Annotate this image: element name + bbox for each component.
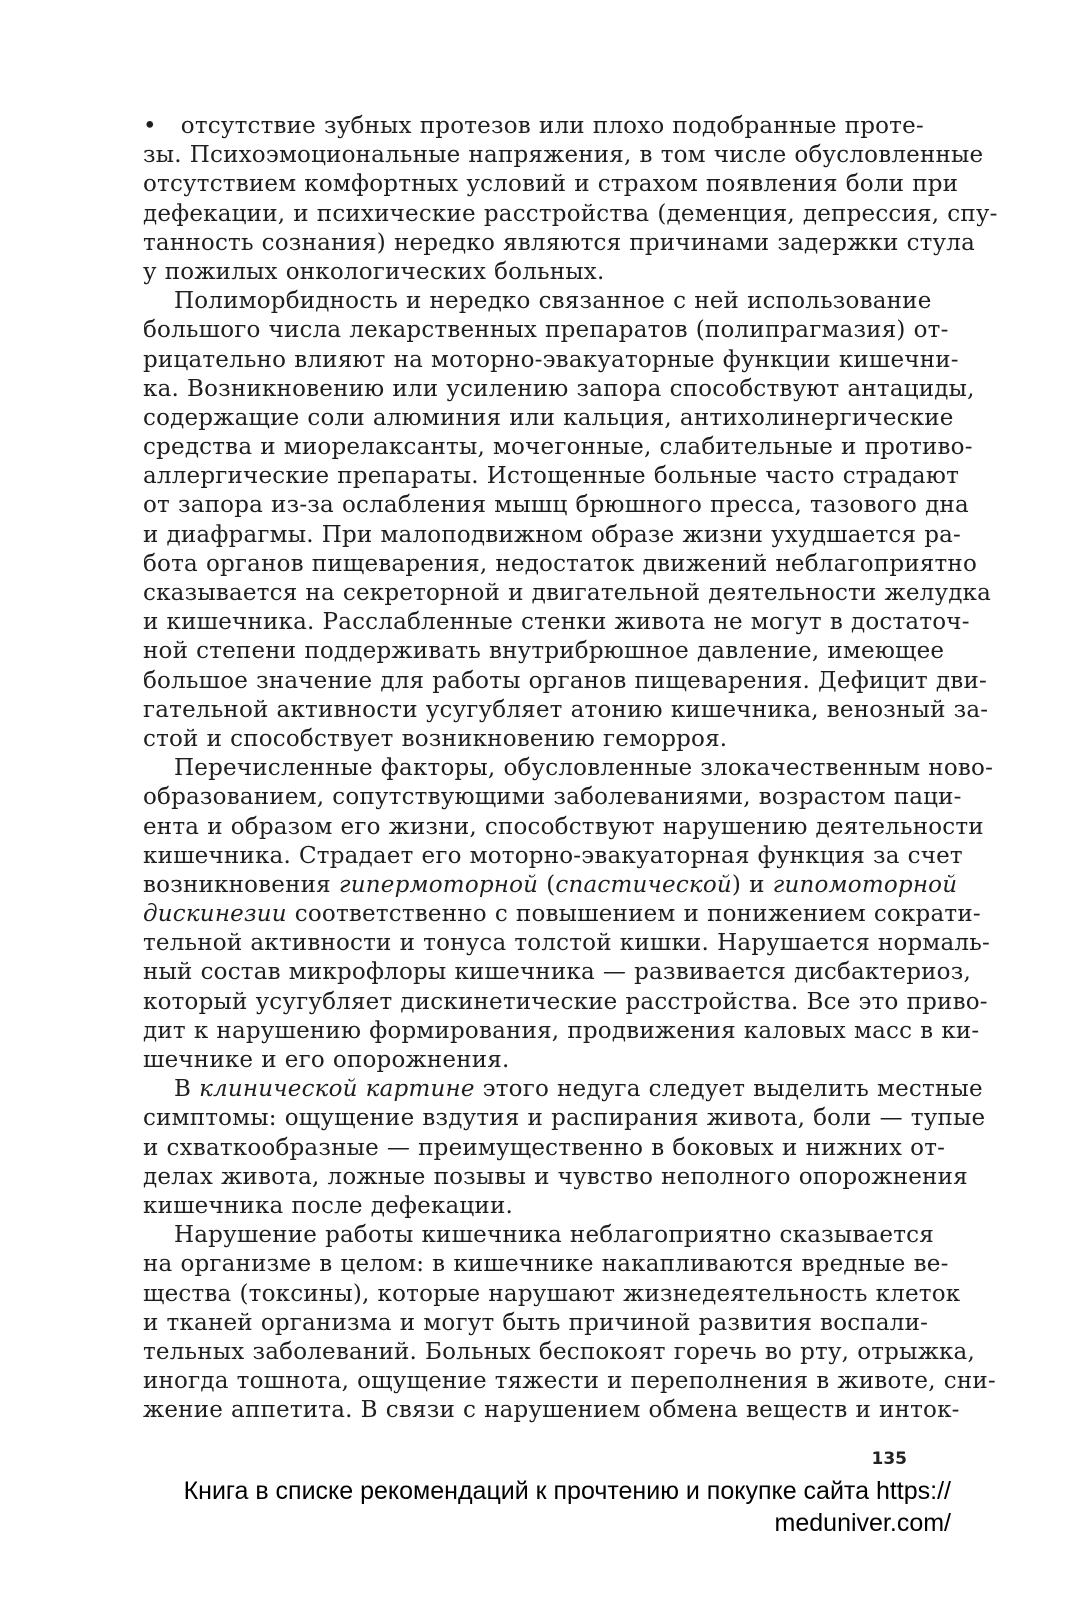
text-line: шечнике и его опорожнения. — [143, 1047, 510, 1073]
italic-term: гипермоторной — [338, 871, 539, 898]
text-line — [143, 871, 958, 900]
text-line: гательной активности усугубляет атонию кишечника, венозный за- — [143, 696, 989, 723]
text-line: от запора из-за ослабления мышц брюшного пресса, тазового дна — [143, 492, 969, 519]
text-line: большого числа лекарственных препаратов (полипрагмазия) от- — [143, 317, 949, 344]
text-line: аллергические препараты. Истощенные больные часто страдают — [143, 463, 959, 490]
italic-term: дискинезии — [143, 901, 287, 928]
text-line — [143, 1075, 983, 1104]
text-line: ента и образом его жизни, способствуют нарушению деятельности — [143, 813, 984, 840]
text-line: большое значение для работы органов пищеварения. Дефицит дви- — [143, 667, 987, 694]
line-text: отсутствие зубных протезов или плохо подобранные проте- — [180, 113, 924, 139]
text-line — [143, 112, 924, 141]
text-line: содержащие соли алюминия или кальция, антихолинергические — [143, 404, 954, 431]
paragraph-1 — [143, 112, 998, 287]
page-number: 135 — [871, 1449, 907, 1469]
text-line: щества (токсины), которые нарушают жизнедеятельность клеток — [143, 1280, 961, 1307]
paragraph-4 — [143, 1075, 986, 1221]
text-line: делах живота, ложные позывы и чувство неполного опорожнения — [143, 1163, 968, 1190]
text-line: ка. Возникновению или усилению запора способствуют антациды, — [143, 375, 975, 402]
text-line: кишечника. Страдает его моторно-эвакуаторная функция за счет — [143, 842, 963, 869]
text-line: и схваткообразные — преимущественно в боковых и нижних от- — [143, 1134, 946, 1161]
footer-note — [101, 1475, 951, 1539]
text-line: симптомы: ощущение вздутия и распирания живота, боли — тупые — [143, 1105, 986, 1132]
line-text: В — [174, 1076, 200, 1103]
italic-term: спастической — [555, 871, 732, 898]
footer-note-line: Книга в списке рекомендаций к прочтению и покупке сайта https:// — [183, 1477, 951, 1505]
text-line: Перечисленные факторы, обусловленные злокачественным ново- — [174, 755, 994, 782]
main-text — [143, 112, 998, 1425]
paragraph-5 — [143, 1221, 996, 1425]
paragraph-2 — [143, 287, 992, 754]
text-line: сказывается на секреторной и двигательной деятельности желудка — [143, 580, 992, 606]
text-line: ный состав микрофлоры кишечника — развивается дисбактериоз, — [143, 959, 971, 986]
text-line: тельной активности и тонуса толстой кишки. Нарушается нормаль- — [143, 930, 990, 957]
text-line: дефекации, и психические расстройства (деменция, депрессия, спу- — [143, 200, 998, 227]
text-line: который усугубляет дискинетические расстройства. Все это приво- — [143, 988, 988, 1015]
text-line: Нарушение работы кишечника неблагоприятно сказывается — [174, 1222, 934, 1249]
bullet-icon: • — [143, 113, 157, 139]
text-line: Полиморбидность и нередко связанное с ней использование — [174, 288, 932, 315]
text-line — [143, 900, 981, 929]
text-line: кишечника после дефекации. — [143, 1192, 513, 1219]
footer-note-line: meduniver.com/ — [774, 1509, 951, 1537]
text-line: дит к нарушению формирования, продвижения каловых масс в ки- — [143, 1017, 980, 1044]
italic-term: гипомоторной — [772, 871, 958, 898]
text-line: зы. Психоэмоциональные напряжения, в том числе обусловленные — [143, 142, 984, 169]
line-text: ( — [538, 871, 556, 898]
text-line: и тканей организма и могут быть причиной развития воспали- — [143, 1309, 929, 1336]
text-line: у пожилых онкологических больных. — [143, 258, 605, 285]
text-line: тельных заболеваний. Больных беспокоят горечь во рту, отрыжка, — [143, 1338, 975, 1365]
text-line: на организме в целом: в кишечнике накапливаются вредные ве- — [143, 1251, 949, 1278]
text-line: и диафрагмы. При малоподвижном образе жизни ухудшается ра- — [143, 521, 962, 548]
text-line: рицательно влияют на моторно-эвакуаторные функции кишечни- — [143, 346, 959, 373]
text-line: отсутствием комфортных условий и страхом появления боли при — [143, 171, 959, 198]
text-line: танность сознания) нередко являются причинами задержки стула — [143, 229, 976, 256]
text-line: образованием, сопутствующими заболеваниями, возрастом паци- — [143, 784, 962, 811]
line-text: этого недуга следует выделить местные — [474, 1076, 983, 1103]
text-line: ной степени поддерживать внутрибрюшное давление, имеющее — [143, 638, 945, 665]
italic-term: клинической картине — [199, 1076, 475, 1103]
text-line: бота органов пищеварения, недостаток движений неблагоприятно — [143, 550, 977, 577]
text-line: и кишечника. Расслабленные стенки живота не могут в достаточ- — [143, 609, 970, 636]
text-line: иногда тошнота, ощущение тяжести и переполнения в животе, сни- — [143, 1368, 996, 1395]
line-text: ) и — [731, 871, 773, 898]
text-line: стой и способствует возникновению геморроя. — [143, 725, 728, 752]
line-text: соответственно с повышением и понижением сократи- — [286, 901, 981, 928]
paragraph-3 — [143, 754, 994, 1075]
text-line: средства и миорелаксанты, мочегонные, слабительные и противо- — [143, 434, 973, 461]
text-line: жение аппетита. В связи с нарушением обмена веществ и инток- — [143, 1397, 960, 1424]
line-text: возникновения — [143, 871, 339, 898]
